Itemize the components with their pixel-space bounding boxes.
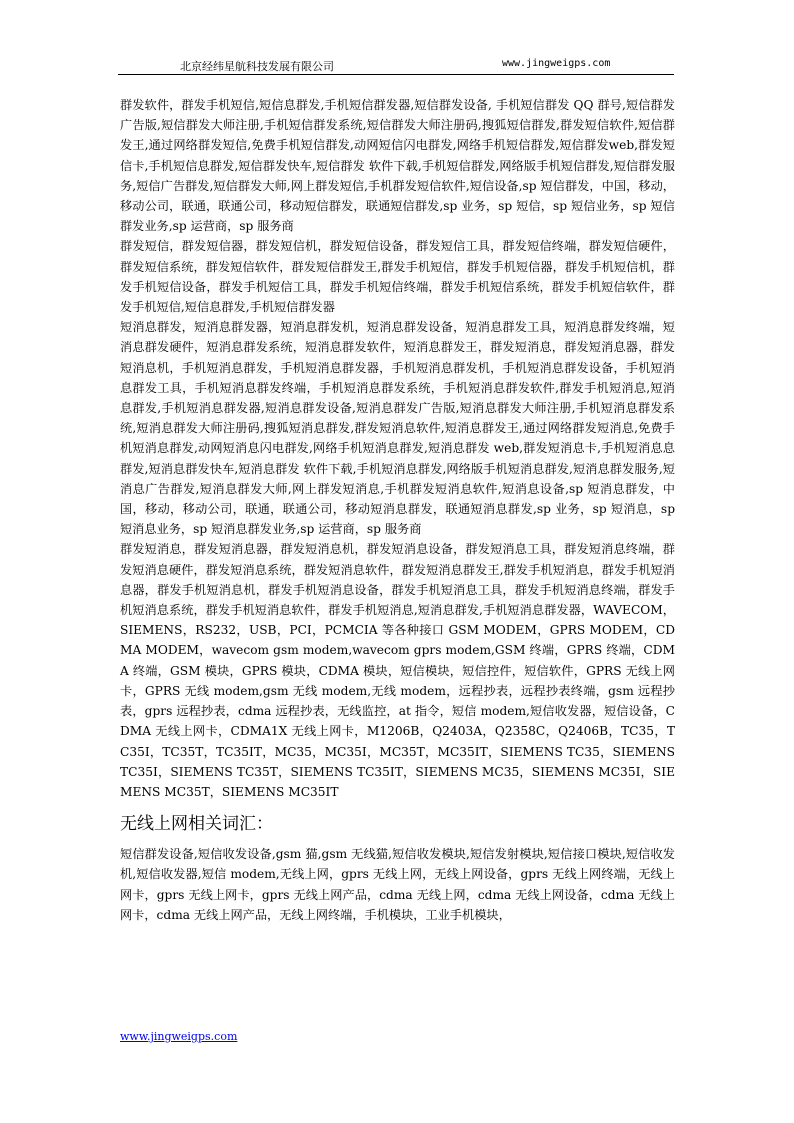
paragraph-3: 短消息群发，短消息群发器，短消息群发机，短消息群发设备，短消息群发工具，短消息群发终端，短消息群发硬件，短消息群发系统，短消息群发软件，短消息群发王，群发短消息，群发短消息器，群发短消息机，手机短消息群发，手机短消息群发器，手机短消息群发机，手机短消息群发设备，手机短消息群发工具，手机短消息群发终端，手机短消息群发系统，手机短消息群发软件,群发手机短消息,短消息群发,手机短消息群发器,短消息群发设备,短消息群发广告版,短消息群发大师注册,手机短消息群发系统,短消息群发大师注册码,搜狐短消息群发,群发短消息软件,短消息群发王,通过网络群发短消息,免费手机短消息群发,动网短消息闪电群发,网络手机短消息群发,短消息群发 web,群发短消息卡,手机短消息息群发,短消息群发快车,短消息群发 软件下载,手机短消息群发,网络版手机短消息群发,短消息群发服务,短消息广告群发,短消息群发大师,网上群发短消息,手机群发短消息软件,短消息设备,sp 短消息群发，中国，移动，移动公司，联通，联通公司，移动短消息群发，联通短消息群发,sp 业务，sp 短消息，sp 短消息业务，sp 短消息群发业务,sp 运营商，sp 服务商 [120,320,675,537]
section-title: 无线上网相关词汇： [120,814,273,835]
section-paragraph: 短信群发设备,短信收发设备,gsm 猫,gsm 无线猫,短信收发模块,短信发射模块,短信接口模块,短信收发机,短信收发器,短信 modem,无线上网，gprs 无线上网，无线上网设备，gprs 无线上网终端，无线上网卡，gprs 无线上网卡，gprs 无线上网产品，cdma 无线上网，cdma 无线上网设备，cdma 无线上网卡，cdma 无线上网产品，无线上网终端，手机模块，工业手机模块， [120,847,675,922]
paragraph-4: 群发短消息，群发短消息器，群发短消息机，群发短消息设备，群发短消息工具，群发短消息终端，群发短消息硬件，群发短消息系统，群发短消息软件，群发短消息群发王,群发手机短消息，群发手机短消息器，群发手机短消息机，群发手机短消息设备，群发手机短消息工具，群发手机短消息终端，群发手机短消息系统，群发手机短消息软件，群发手机短消息,短消息群发,手机短消息群发器，WAVECOM，SIEMENS，RS232，USB，PCI，PCMCIA 等各种接口 GSM MODEM，GPRS MODEM，CDMA MODEM，wavecom gsm modem,wavecom gprs modem,GSM 终端，GPRS 终端，CDMA 终端，GSM 模块，GPRS 模块，CDMA 模块，短信模块，短信控件，短信软件，GPRS 无线上网卡，GPRS 无线 modem,gsm 无线 modem,无线 modem，远程抄表，远程抄表终端，gsm 远程抄表，gprs 远程抄表，cdma 远程抄表，无线监控，at 指令，短信 modem,短信收发器，短信设备，CDMA 无线上网卡，CDMA1X 无线上网卡，M1206B，Q2403A，Q2358C，Q2406B，TC35，TC35I，TC35T，TC35IT，MC35，MC35I，MC35T，MC35IT，SIEMENS TC35，SIEMENS TC35I，SIEMENS TC35T，SIEMENS TC35IT，SIEMENS MC35，SIEMENS MC35I，SIEMENS MC35T，SIEMENS MC35IT [120,542,675,799]
header-company: 北京经纬星航科技发展有限公司 [180,60,334,73]
footer-website-link[interactable]: www.jingweigps.com [120,1030,238,1043]
page-header [118,58,674,75]
header-website: www.jingweigps.com [502,58,611,69]
paragraph-1: 群发软件，群发手机短信,短信息群发,手机短信群发器,短信群发设备, 手机短信群发 QQ 群号,短信群发广告版,短信群发大师注册,手机短信群发系统,短信群发大师注册码,搜狐短信群发,群发短信软件,短信群发王,通过网络群发短信,免费手机短信群发,动网短信闪电群发,网络手机短信群发,短信群发web,群发短信卡,手机短信息群发,短信群发快车,短信群发 软件下载,手机短信群发,网络版手机短信群发,短信群发服务,短信广告群发,短信群发大师,网上群发短信,手机群发短信软件,短信设备,sp 短信群发，中国，移动，移动公司，联通，联通公司，移动短信群发，联通短信群发,sp 业务，sp 短信，sp 短信业务，sp 短信群发业务,sp 运营商，sp 服务商 [120,98,675,234]
paragraph-2: 群发短信，群发短信器，群发短信机，群发短信设备，群发短信工具，群发短信终端，群发短信硬件，群发短信系统，群发短信软件，群发短信群发王,群发手机短信，群发手机短信器，群发手机短信机，群发手机短信设备，群发手机短信工具，群发手机短信终端，群发手机短信系统，群发手机短信软件，群发手机短信,短信息群发,手机短信群发器 [120,239,675,315]
document-body [120,95,675,925]
